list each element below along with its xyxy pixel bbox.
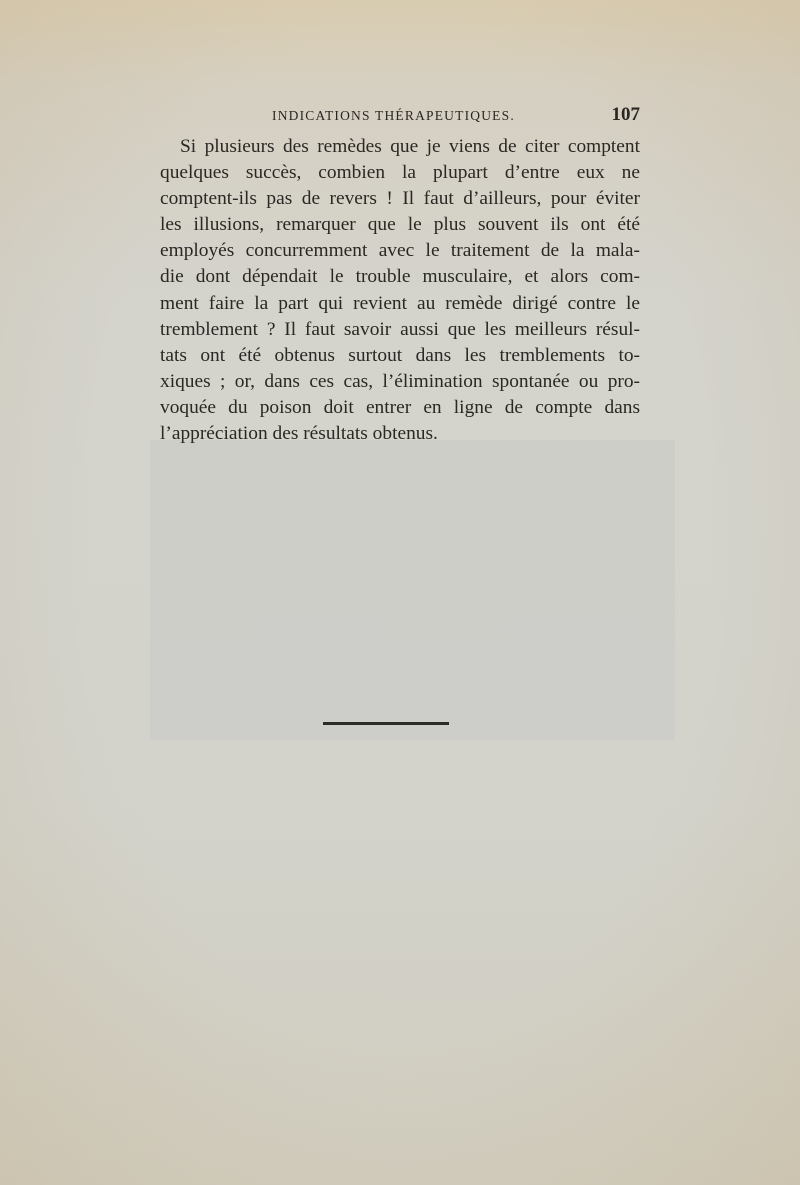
text-line: les illusions, remarquer que le plus souvent ils ont été bbox=[160, 214, 640, 236]
text-line: die dont dépendait le trouble musculaire, et alors com- bbox=[160, 266, 640, 288]
text-line: ment faire la part qui revient au remède dirigé contre le bbox=[160, 292, 640, 314]
page-number: 107 bbox=[611, 104, 640, 125]
running-title: INDICATIONS THÉRAPEUTIQUES. bbox=[272, 108, 515, 123]
text-line: employés concurremment avec le traitement de la mala- bbox=[160, 240, 640, 262]
section-end-rule bbox=[323, 722, 449, 725]
text-line: l’appréciation des résultats obtenus. bbox=[160, 423, 438, 445]
body-paragraph bbox=[160, 134, 640, 447]
text-line: comptent-ils pas de revers ! Il faut d’ailleurs, pour éviter bbox=[160, 188, 640, 210]
text-line: tremblement ? Il faut savoir aussi que les meilleurs résul- bbox=[160, 318, 640, 340]
text-line: tats ont été obtenus surtout dans les tremblements to- bbox=[160, 344, 640, 366]
running-header bbox=[160, 104, 640, 128]
text-line: Si plusieurs des remèdes que je viens de citer comptent bbox=[180, 136, 640, 157]
text-line: xiques ; or, dans ces cas, l’élimination spontanée ou pro- bbox=[160, 370, 640, 392]
text-line: quelques succès, combien la plupart d’entre eux ne bbox=[160, 162, 640, 184]
text-line: voquée du poison doit entrer en ligne de compte dans bbox=[160, 396, 640, 418]
